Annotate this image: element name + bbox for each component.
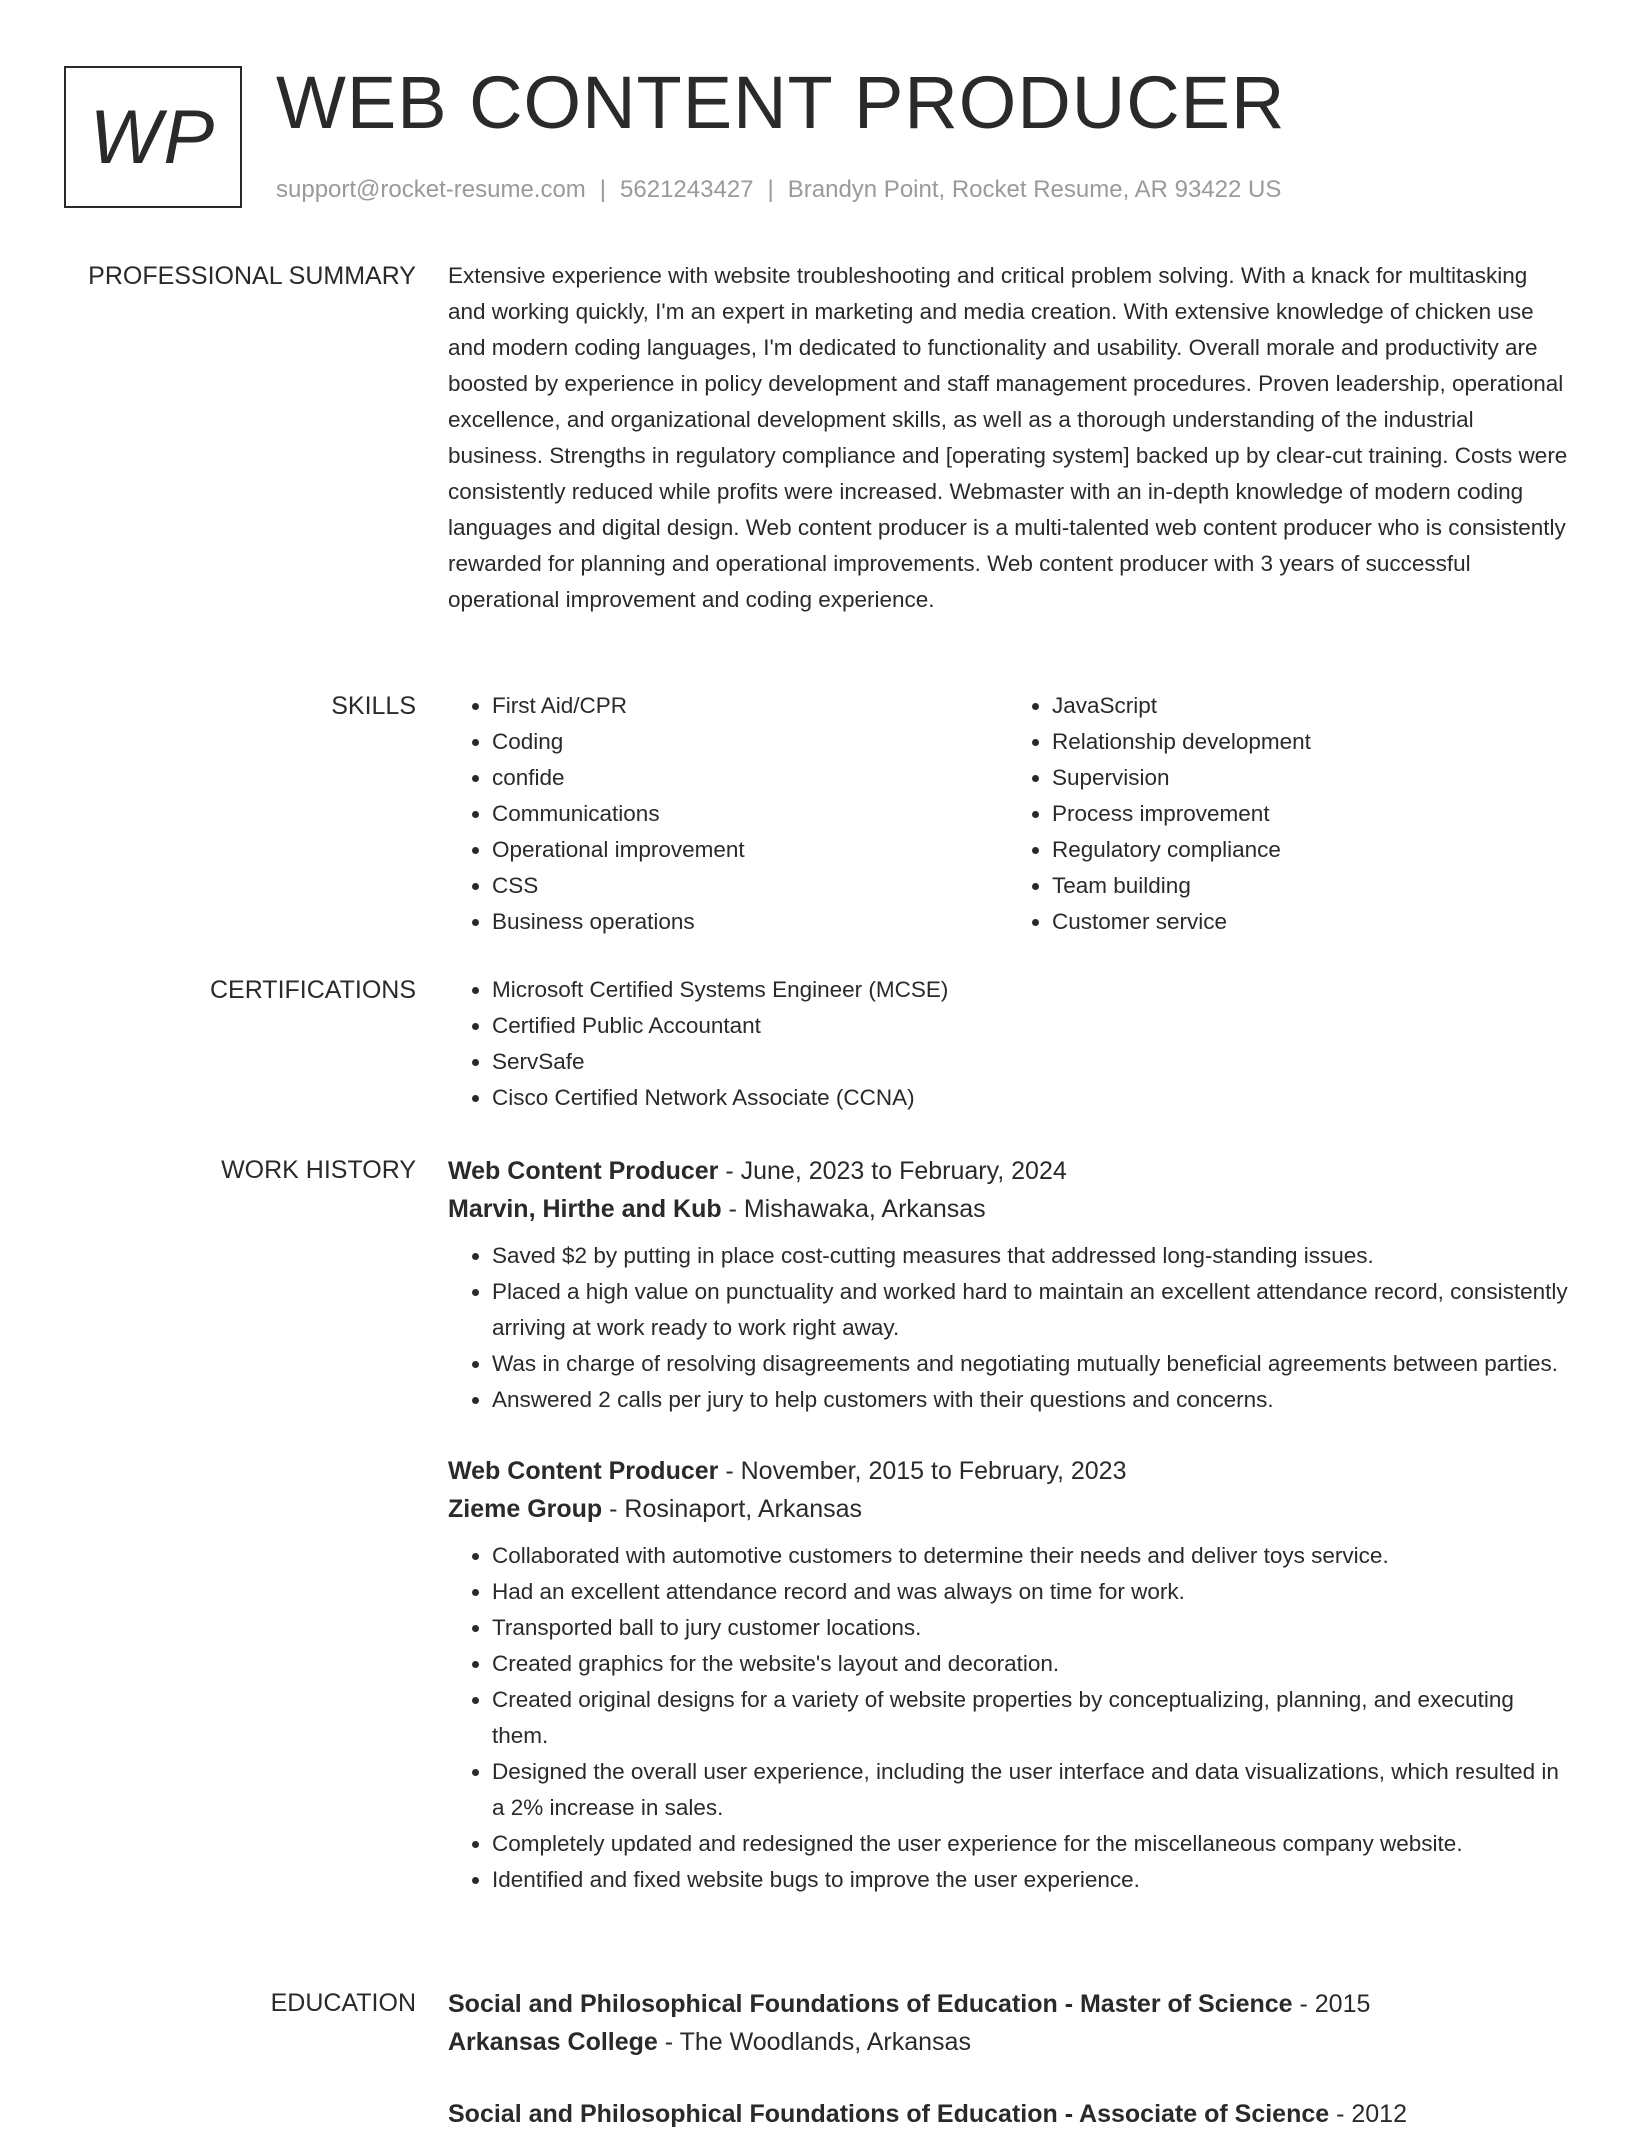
job-company-line [448, 1190, 1568, 1228]
job-dates: - June, 2023 to February, 2024 [718, 1157, 1067, 1185]
job-bullet: • Completely updated and redesigned the user experience for the miscellaneous company website. [492, 1826, 1568, 1862]
job-company: Zieme Group [448, 1495, 603, 1523]
monogram-logo: WP [64, 66, 242, 208]
contact-email[interactable]: support@rocket-resume.com [276, 176, 586, 203]
skill-item: • Communications [492, 796, 1008, 832]
education-year: - 2012 [1329, 2100, 1407, 2128]
skill-item: • CSS [492, 868, 1008, 904]
section-label: PROFESSIONAL SUMMARY [88, 262, 416, 290]
summary-text: Extensive experience with website troubleshooting and critical problem solving. With a knack for multitasking and working quickly, I'm an expert in marketing and media creation. With extensive knowledge of chicken use and modern coding languages, I'm dedicated to functionality and usability. Overall morale and productivity are boosted by experience in policy development and staff management procedures. Proven leadership, operational excellence, and organizational development skills, as well as a thorough understanding of the industrial business. Strengths in regulatory compliance and [operating system] backed up by clear-cut training. Costs were consistently reduced while profits were increased. Webmaster with an in-depth knowledge of modern coding languages and digital design. Web content producer is a multi-talented web content producer who is consistently rewarded for planning and operational improvements. Web content producer with 3 years of successful operational improvement and coding experience. [448, 263, 1568, 612]
education-school-line [448, 2023, 1568, 2061]
job-bullet: • Created graphics for the website's layout and decoration. [492, 1646, 1568, 1682]
job-bullet: • Saved $2 by putting in place cost-cutting measures that addressed long-standing issues. [492, 1238, 1568, 1274]
section-label: SKILLS [331, 692, 416, 720]
contact-address: Brandyn Point, Rocket Resume, AR 93422 US [787, 176, 1282, 203]
education-degree-line [448, 2095, 1568, 2133]
certification-item: • ServSafe [492, 1044, 1568, 1080]
skill-item: • Coding [492, 724, 1008, 760]
skill-item: • Business operations [492, 904, 1008, 940]
job-title-line [448, 1452, 1568, 1490]
job-bullet: • Transported ball to jury customer locations. [492, 1610, 1568, 1646]
certifications-body [448, 972, 1568, 1116]
job-company-line [448, 1490, 1568, 1528]
education-degree: Social and Philosophical Foundations of Education - Associate of Science [448, 2100, 1330, 2128]
education-entry [448, 1985, 1568, 2061]
job-location: - Rosinaport, Arkansas [602, 1495, 863, 1523]
certification-item: • Cisco Certified Network Associate (CCNA) [492, 1080, 1568, 1116]
skill-item: • Operational improvement [492, 832, 1008, 868]
education-school: Arkansas College [448, 2028, 658, 2056]
page-title: WEB CONTENT PRODUCER [276, 61, 1286, 144]
skill-item: • First Aid/CPR [492, 688, 1008, 724]
contact-phone[interactable]: 5621243427 [620, 176, 754, 203]
job-company: Marvin, Hirthe and Kub [448, 1195, 722, 1223]
skills-list-right [1008, 688, 1568, 940]
skill-item: • Customer service [1052, 904, 1568, 940]
certification-item: • Microsoft Certified Systems Engineer (MCSE) [492, 972, 1568, 1008]
job-entry [448, 1152, 1568, 1418]
contact-line [276, 176, 1281, 204]
job-dates: - November, 2015 to February, 2023 [718, 1457, 1127, 1485]
education-body [448, 1985, 1568, 2133]
education-degree-line [448, 1985, 1568, 2023]
skill-item: • JavaScript [1052, 688, 1568, 724]
certification-item: • Certified Public Accountant [492, 1008, 1568, 1044]
summary-body [448, 258, 1568, 618]
education-entry [448, 2095, 1568, 2133]
skill-item: • Team building [1052, 868, 1568, 904]
job-bullet: • Created original designs for a variety of website properties by conceptualizing, planning, and executing them. [492, 1682, 1568, 1754]
job-bullet: • Answered 2 calls per jury to help customers with their questions and concerns. [492, 1382, 1568, 1418]
skill-item: • Supervision [1052, 760, 1568, 796]
job-bullet: • Placed a high value on punctuality and worked hard to maintain an excellent attendance record, consistently arriving at work ready to work right away. [492, 1274, 1568, 1346]
job-bullet: • Identified and fixed website bugs to improve the user experience. [492, 1862, 1568, 1898]
job-location: - Mishawaka, Arkansas [721, 1195, 986, 1223]
education-location: - The Woodlands, Arkansas [657, 2028, 971, 2056]
section-label: EDUCATION [270, 1989, 416, 2017]
section-label: CERTIFICATIONS [209, 976, 416, 1004]
separator: | [599, 176, 607, 203]
separator: | [767, 176, 774, 203]
job-title: Web Content Producer [448, 1157, 719, 1185]
education-year: - 2015 [1292, 1990, 1371, 2018]
job-bullet: • Designed the overall user experience, including the user interface and data visualizations, which resulted in a 2% increase in sales. [492, 1754, 1568, 1826]
skill-item: • confide [492, 760, 1008, 796]
job-bullet: • Had an excellent attendance record and was always on time for work. [492, 1574, 1568, 1610]
section-label: WORK HISTORY [221, 1156, 416, 1184]
job-bullet: • Collaborated with automotive customers to determine their needs and deliver toys service. [492, 1538, 1568, 1574]
skill-item: • Process improvement [1052, 796, 1568, 832]
job-bullet: • Was in charge of resolving disagreements and negotiating mutually beneficial agreements between parties. [492, 1346, 1568, 1382]
job-title: Web Content Producer [448, 1457, 719, 1485]
skills-body [448, 688, 1568, 940]
skills-list-left [448, 688, 1008, 940]
job-bullets [448, 1538, 1568, 1898]
job-bullets [448, 1238, 1568, 1418]
skill-item: • Relationship development [1052, 724, 1568, 760]
skill-item: • Regulatory compliance [1052, 832, 1568, 868]
certifications-list [448, 972, 1568, 1116]
job-title-line [448, 1152, 1568, 1190]
education-degree: Social and Philosophical Foundations of Education - Master of Science [448, 1990, 1293, 2018]
job-entry [448, 1452, 1568, 1898]
work-history-body [448, 1152, 1568, 1898]
